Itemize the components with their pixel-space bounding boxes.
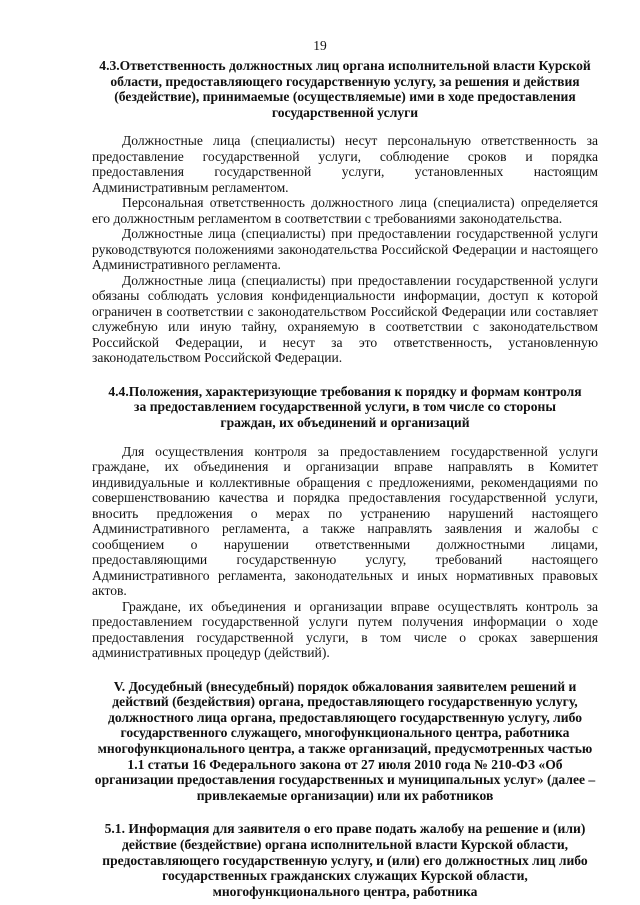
section-4-3-paragraph-3: Должностные лица (специалисты) при предоставлении государственной услуги руководствуются положениями законодательства Российской Федерации и настоящего Административного регламента. [92, 226, 598, 273]
section-4-4-paragraph-1: Для осуществления контроля за предоставлением государственной услуги граждане, их объединения и организации вправе направлять в Комитет индивидуальные и коллективные обращения с предложениями, рекомендациями по совершенствованию качества и порядка предоставления государственной услуги, вносить предложения о мерах по устранению нарушений настоящего Административного регламента, а также направлять заявления и жалобы с сообщением о нарушении ответственными должностными лицами, предоставляющими государственную услугу, требований настоящего Административного регламента, законодательных и иных нормативных правовых актов. [92, 443, 598, 599]
page-content [92, 58, 598, 899]
page-number: 19 [313, 38, 327, 53]
spacer [92, 120, 598, 133]
section-5-heading: V. Досудебный (внесудебный) порядок обжалования заявителем решений и действий (бездействия) органа, предоставляющего государственную услугу, должностного лица органа, предоставляющего государственную услугу, либо государственного служащего, многофункционального центра, работника многофункционального центра, а также организаций, предусмотренных частью 1.1 статьи 16 Федерального закона от 27 июля 2010 года № 210-ФЗ «Об организации предоставления государственных и муниципальных услуг» (далее – привлекаемые организации) или их работников [94, 678, 596, 803]
spacer [92, 366, 598, 384]
section-4-3-paragraph-4: Должностные лица (специалисты) при предоставлении государственной услуги обязаны соблюдать условия конфиденциальности информации, доступ к которой ограничен в соответствии с законодательством Российской Федерации или составляет служебную или иную тайну, охраняемую в соответствии с законодательством Российской Федерации, и несут за это ответственность, установленную законодательством Российской Федерации. [92, 272, 598, 366]
spacer [92, 803, 598, 821]
section-4-3-paragraph-1: Должностные лица (специалисты) несут персональную ответственность за предоставление государственной услуги, соблюдение сроков и порядка предоставления государственной услуги, установленных настоящим Административным регламентом. [92, 133, 598, 195]
section-4-3-heading: 4.3.Ответственность должностных лиц органа исполнительной власти Курской области, предоставляющего государственную услугу, за решения и действия (бездействие), принимаемые (осуществляемые) ими в ходе предоставления государственной услуги [99, 58, 591, 120]
section-5-1-heading: 5.1. Информация для заявителя о его праве подать жалобу на решение и (или) действие (бездействие) органа исполнительной власти Курской области, предоставляющего государственную услугу, и (или) его должностных лиц либо государственных гражданских служащих Курской области, многофункционального центра, работника [102, 821, 588, 899]
section-4-4-paragraph-2: Граждане, их объединения и организации вправе осуществлять контроль за предоставлением государственной услуги путем получения информации о ходе предоставления государственной услуги, в том числе о сроках завершения административных процедур (действий). [92, 598, 598, 661]
spacer [92, 661, 598, 679]
section-4-3-paragraph-2: Персональная ответственность должностного лица (специалиста) определяется его должностным регламентом в соответствии с требованиями законодательства. [92, 195, 598, 226]
section-4-4-heading: 4.4.Положения, характеризующие требования к порядку и формам контроля за предоставлением государственной услуги, в том числе со стороны граждан, их объединений и организаций [108, 383, 582, 431]
spacer [92, 431, 598, 444]
